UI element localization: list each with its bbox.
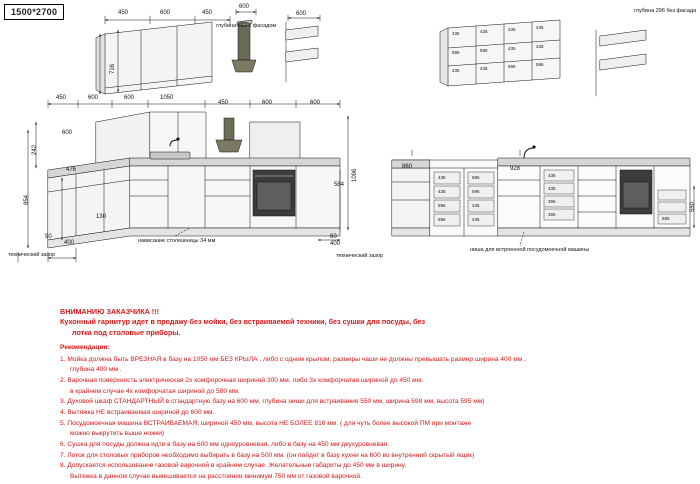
dim-1096: 1096 [352,168,358,182]
recommendation-item: 4. Вытяжка НЕ встраиваемая шириной до 600 мм. [60,409,215,417]
shelf-number: 435 [472,217,480,222]
note-dishwasher-niche: ниша для встроенной посудомоечной машины [470,247,590,253]
shelf-number: 435 [438,189,446,194]
dim-el-450a: 450 [56,95,67,101]
label-depth-296: глубина 296 без фасада [634,8,697,14]
dim-90: 90 [45,234,52,240]
dim-400-right: 400 [330,241,341,247]
customer-warning [60,307,690,338]
shelf-number: 435 [548,173,556,178]
dim-el-600d: 600 [310,100,321,106]
recommendations-title: Рекомендации: [60,344,110,351]
page-title: 1500*2700 [4,4,64,20]
dim-860: 860 [402,164,413,170]
dim-el-600c: 600 [262,100,273,106]
recommendation-item: 6. Сушка для посуды должна идти в базу на 600 мм одноуровневая, либо в базу на 450 мм двухуровневая. [60,441,389,449]
warning-line-1: Кухонный гарнитур идет в продажу без мойки, без встраиваемой техники, без сушки для посуды, без [60,317,426,327]
dim-top-450a: 450 [118,10,129,16]
warning-line-2: лотка под столовые приборы. [72,327,181,337]
shelf-number: 396 [548,212,556,217]
shelf-number: 596 [508,64,516,69]
dim-top-600b: 600 [239,4,250,10]
dim-550: 550 [690,201,696,212]
dim-top-450b: 450 [202,10,213,16]
shelf-number: 435 [438,175,446,180]
dim-476: 476 [66,167,77,173]
shelf-number: 435 [508,46,516,51]
warning-header: ВНИМАНИЮ ЗАКАЗЧИКА !!! [60,307,159,316]
shelf-number: 596 [452,50,460,55]
recommendation-item: 3. Духовой шкаф СТАНДАРТНЫЙ в стандартную базу на 600 мм, глубина ниши для встраивания 550 мм, ширина 598 мм, высота 595 мм) [60,398,485,406]
dim-928: 928 [510,166,521,172]
dim-el-600b: 600 [124,95,135,101]
recommendation-item: 2. Варочная поверхность электрическая 2х комфорочная шириной 300 мм, либо 3х комфорчатая шириной до 450 мм, [60,377,424,385]
shelf-number: 435 [508,27,516,32]
shelf-number: 435 [548,186,556,191]
shelf-number: 596 [438,203,446,208]
dim-130: 130 [96,214,107,220]
recommendation-item: 1. Мойка должна быть ВРЕЗНАЯ в базу на 1050 мм БЕЗ КРЫЛА , либо с одним крылом, размеры чаши не должны превышать размер ширина 400 мм , [60,355,526,363]
shelf-number: 435 [480,29,488,34]
recommendation-item: Вытяжка в данном случае вывешивается на расстоянии минимум 750 мм от газовой варочной. [70,473,362,481]
note-tech-gap-left: технический зазор [8,252,56,258]
recommendation-item: в крайнем случае 4х комфорчатая шириной до 580 мм. [70,387,240,395]
note-tech-gap-right: технический зазор [336,253,384,259]
shelf-number: 435 [480,66,488,71]
label-depth-312: глубина 312 с фасадом [216,23,277,29]
shelf-number: 596 [536,62,544,67]
dim-584: 584 [334,182,345,188]
dim-716: 716 [110,63,116,74]
shelf-number: 596 [472,189,480,194]
recommendation-item: глубина 400 мм . [70,366,122,374]
recommendation-item: 7. Лоток для столовых приборов необходимо выбирать в базу на 500 мм. (он пойдет в базу кухни на 600 во внутренний скрытый ящик) [60,451,475,459]
recommendations-block [60,343,696,483]
shelf-number: 596 [472,175,480,180]
dim-854: 854 [24,194,30,205]
dim-el-450b: 450 [218,100,229,106]
dim-400-left: 400 [64,240,75,246]
recommendation-item: 8. Допускается использование газовой варочной в крайнем случае. Желательные габариты до 450 мм в ширину. [60,462,407,470]
shelf-number: 596 [662,216,670,221]
note-overhang: нависание столешницы 34 мм [138,238,216,244]
dim-60: 60 [330,234,337,240]
dim-el-600a: 600 [88,95,99,101]
dim-top-600c: 600 [296,11,307,17]
dim-242: 242 [32,144,38,155]
shelf-number: 435 [452,31,460,36]
dim-top-600a: 600 [160,10,171,16]
dim-el-1050: 1050 [160,95,174,101]
recommendations-list [60,355,696,483]
recommendation-item: можно выкрутить выше ножки) [70,430,165,438]
recommendation-item: 5. Посудомоечная машина ВСТРАИВАЕМАЯ, шириной 450 мм, высота НЕ БОЛЕЕ 816 мм. ( для чуть более высокой ПМ при монтаже [60,419,472,427]
shelf-number: 396 [548,199,556,204]
dim-600-left: 600 [62,130,73,136]
shelf-number: 596 [480,48,488,53]
shelf-number: 435 [536,25,544,30]
shelf-number: 435 [536,44,544,49]
shelf-number: 596 [438,217,446,222]
shelf-number: 435 [472,203,480,208]
shelf-number: 435 [452,68,460,73]
